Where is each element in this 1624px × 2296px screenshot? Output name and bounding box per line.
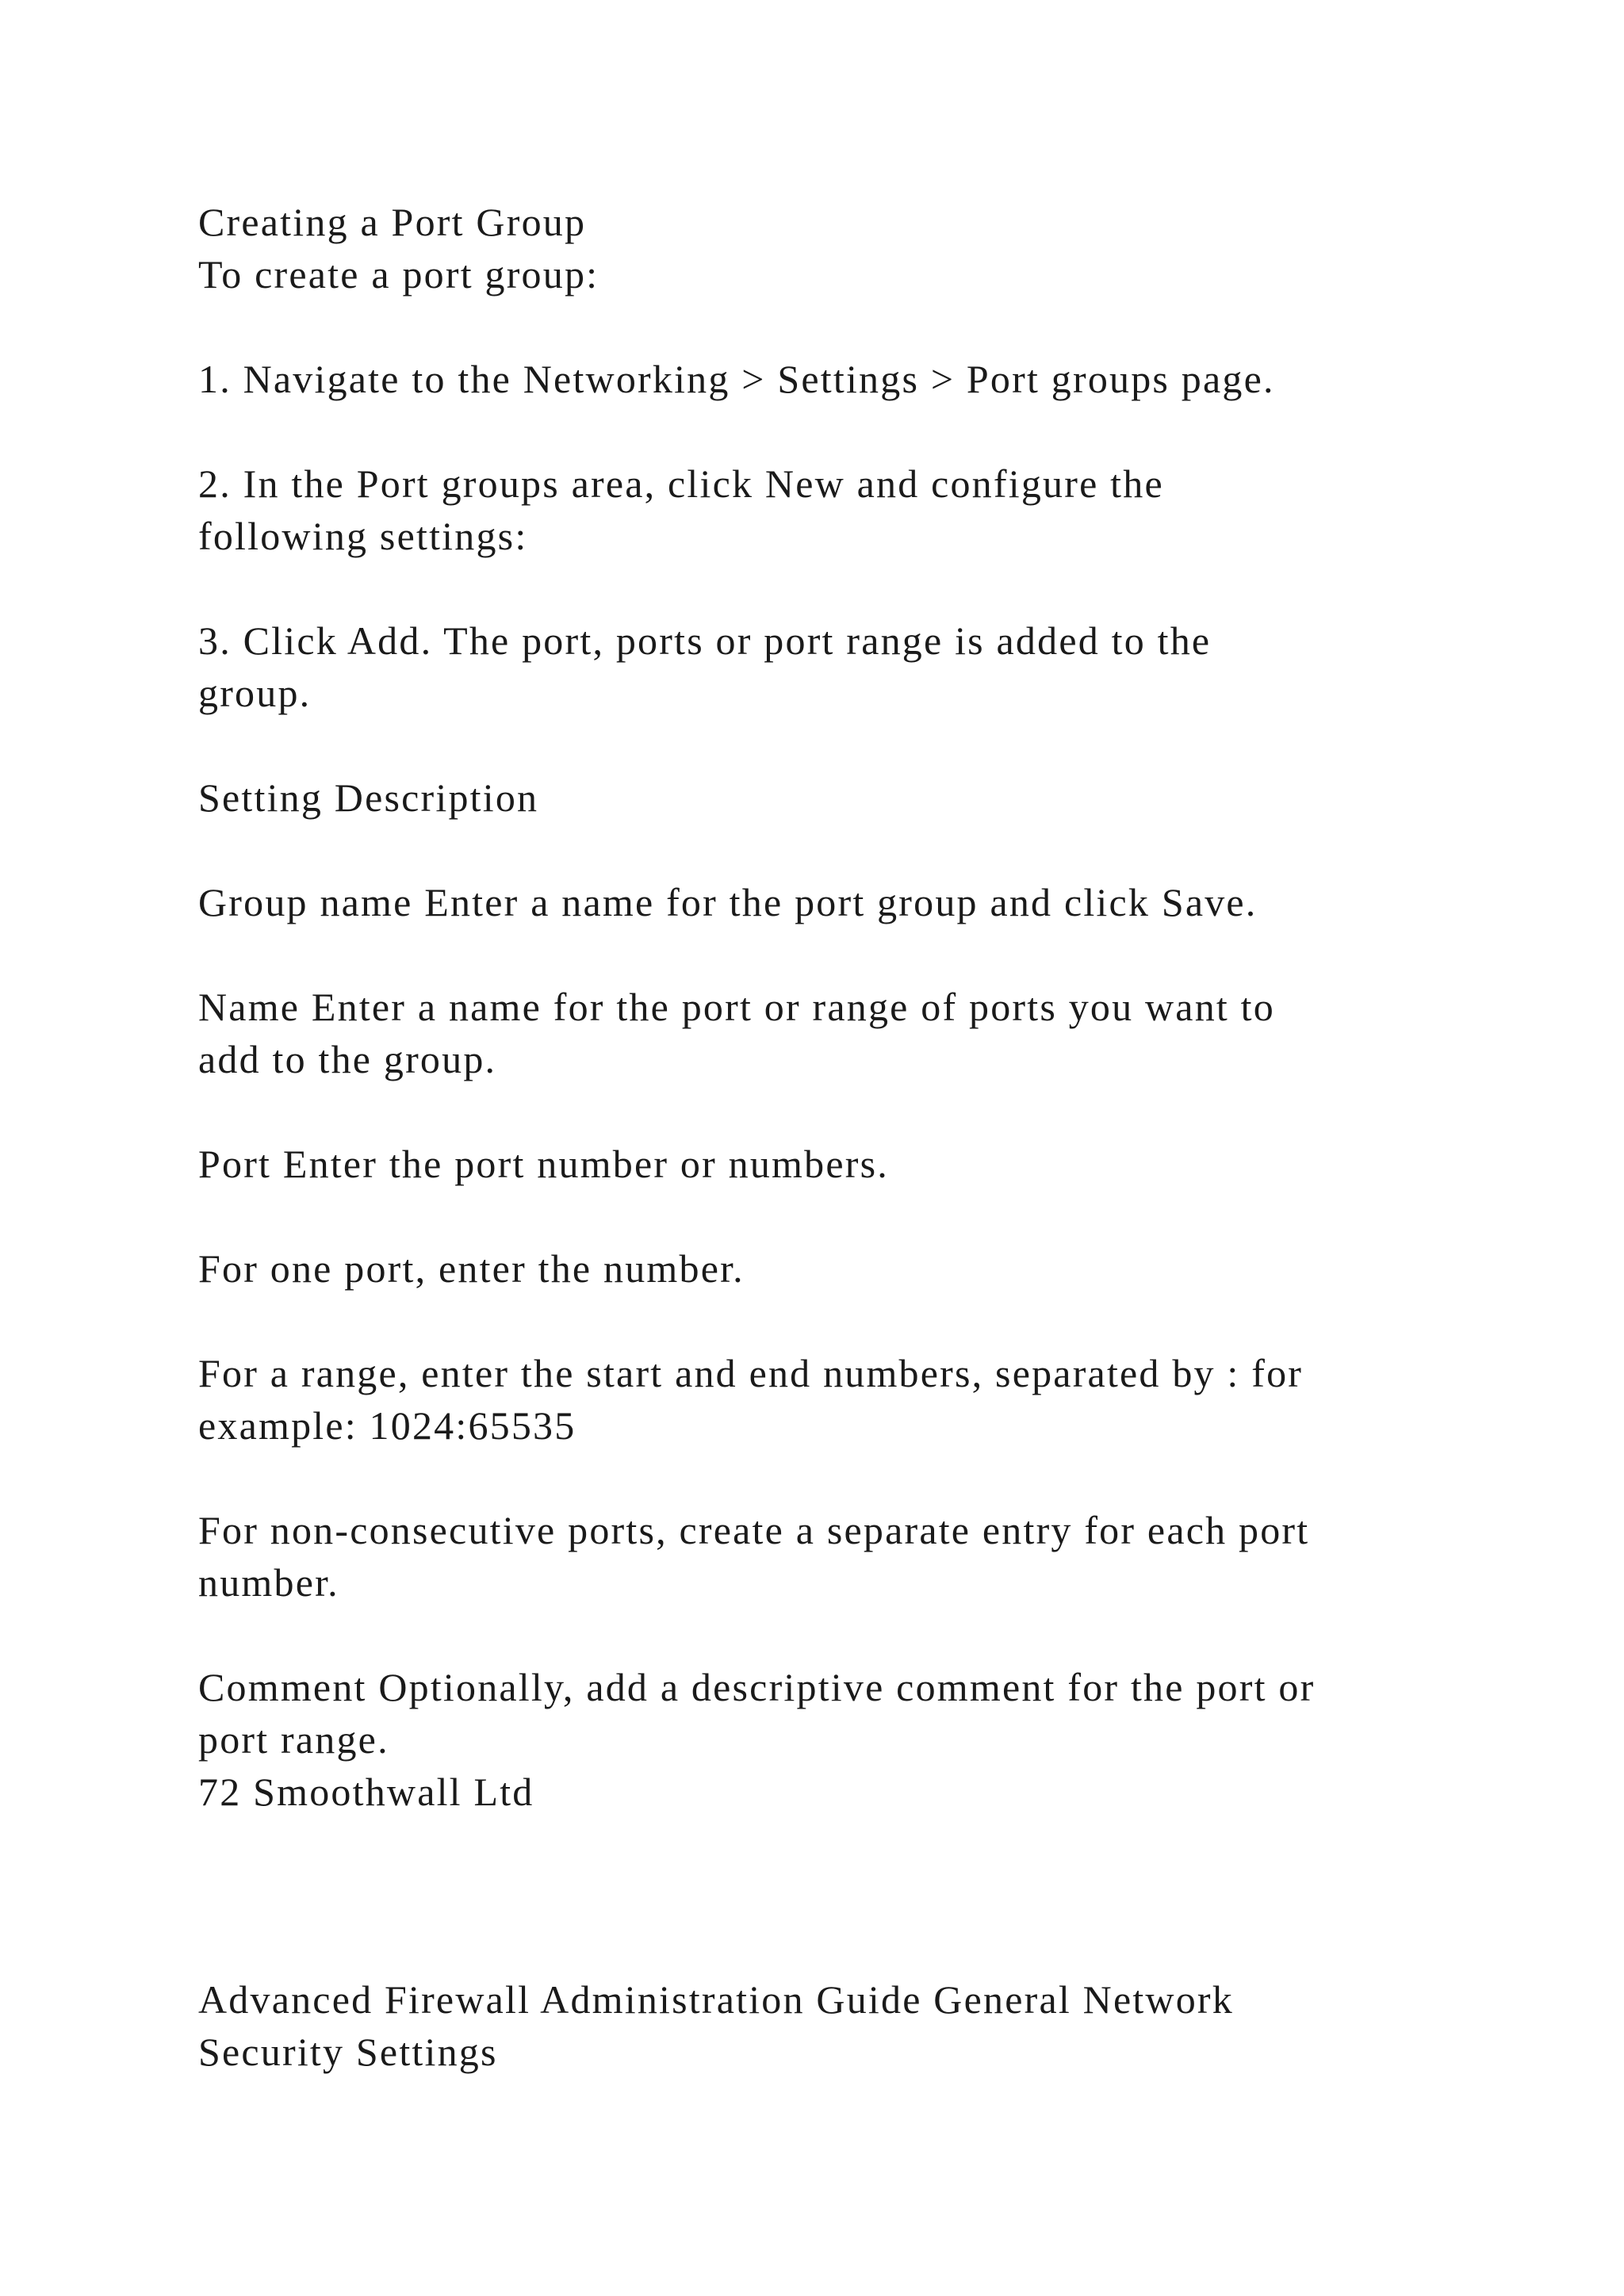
step-3-line-1: 3. Click Add. The port, ports or port range is added to the — [198, 618, 1212, 663]
step-3-line-2: group. — [198, 671, 312, 715]
setting-non-consecutive-line-2: number. — [198, 1560, 339, 1605]
table-header: Setting Description — [198, 775, 539, 820]
page-footer: 72 Smoothwall Ltd — [198, 1770, 534, 1814]
step-2-line-1: 2. In the Port groups area, click New and configure the — [198, 461, 1164, 506]
running-header-line-2: Security Settings — [198, 2030, 498, 2074]
setting-port: Port Enter the port number or numbers. — [198, 1142, 889, 1186]
setting-range-line-2: example: 1024:65535 — [198, 1403, 576, 1448]
setting-group-name: Group name Enter a name for the port group and click Save. — [198, 880, 1258, 924]
intro-text: To create a port group: — [198, 252, 599, 297]
setting-range-line-1: For a range, enter the start and end numbers, separated by : for — [198, 1351, 1304, 1395]
setting-one-port: For one port, enter the number. — [198, 1246, 745, 1291]
step-2-line-2: following settings: — [198, 514, 528, 558]
running-header-line-1: Advanced Firewall Administration Guide General Network — [198, 1977, 1234, 2022]
section-title: Creating a Port Group — [198, 200, 587, 244]
setting-comment-line-2: port range. — [198, 1717, 389, 1762]
setting-name-line-2: add to the group. — [198, 1037, 497, 1081]
setting-non-consecutive-line-1: For non-consecutive ports, create a separate entry for each port — [198, 1508, 1310, 1552]
setting-name-line-1: Name Enter a name for the port or range of ports you want to — [198, 985, 1275, 1029]
step-1: 1. Navigate to the Networking > Settings > Port groups page. — [198, 357, 1275, 401]
setting-comment-line-1: Comment Optionally, add a descriptive comment for the port or — [198, 1665, 1316, 1709]
